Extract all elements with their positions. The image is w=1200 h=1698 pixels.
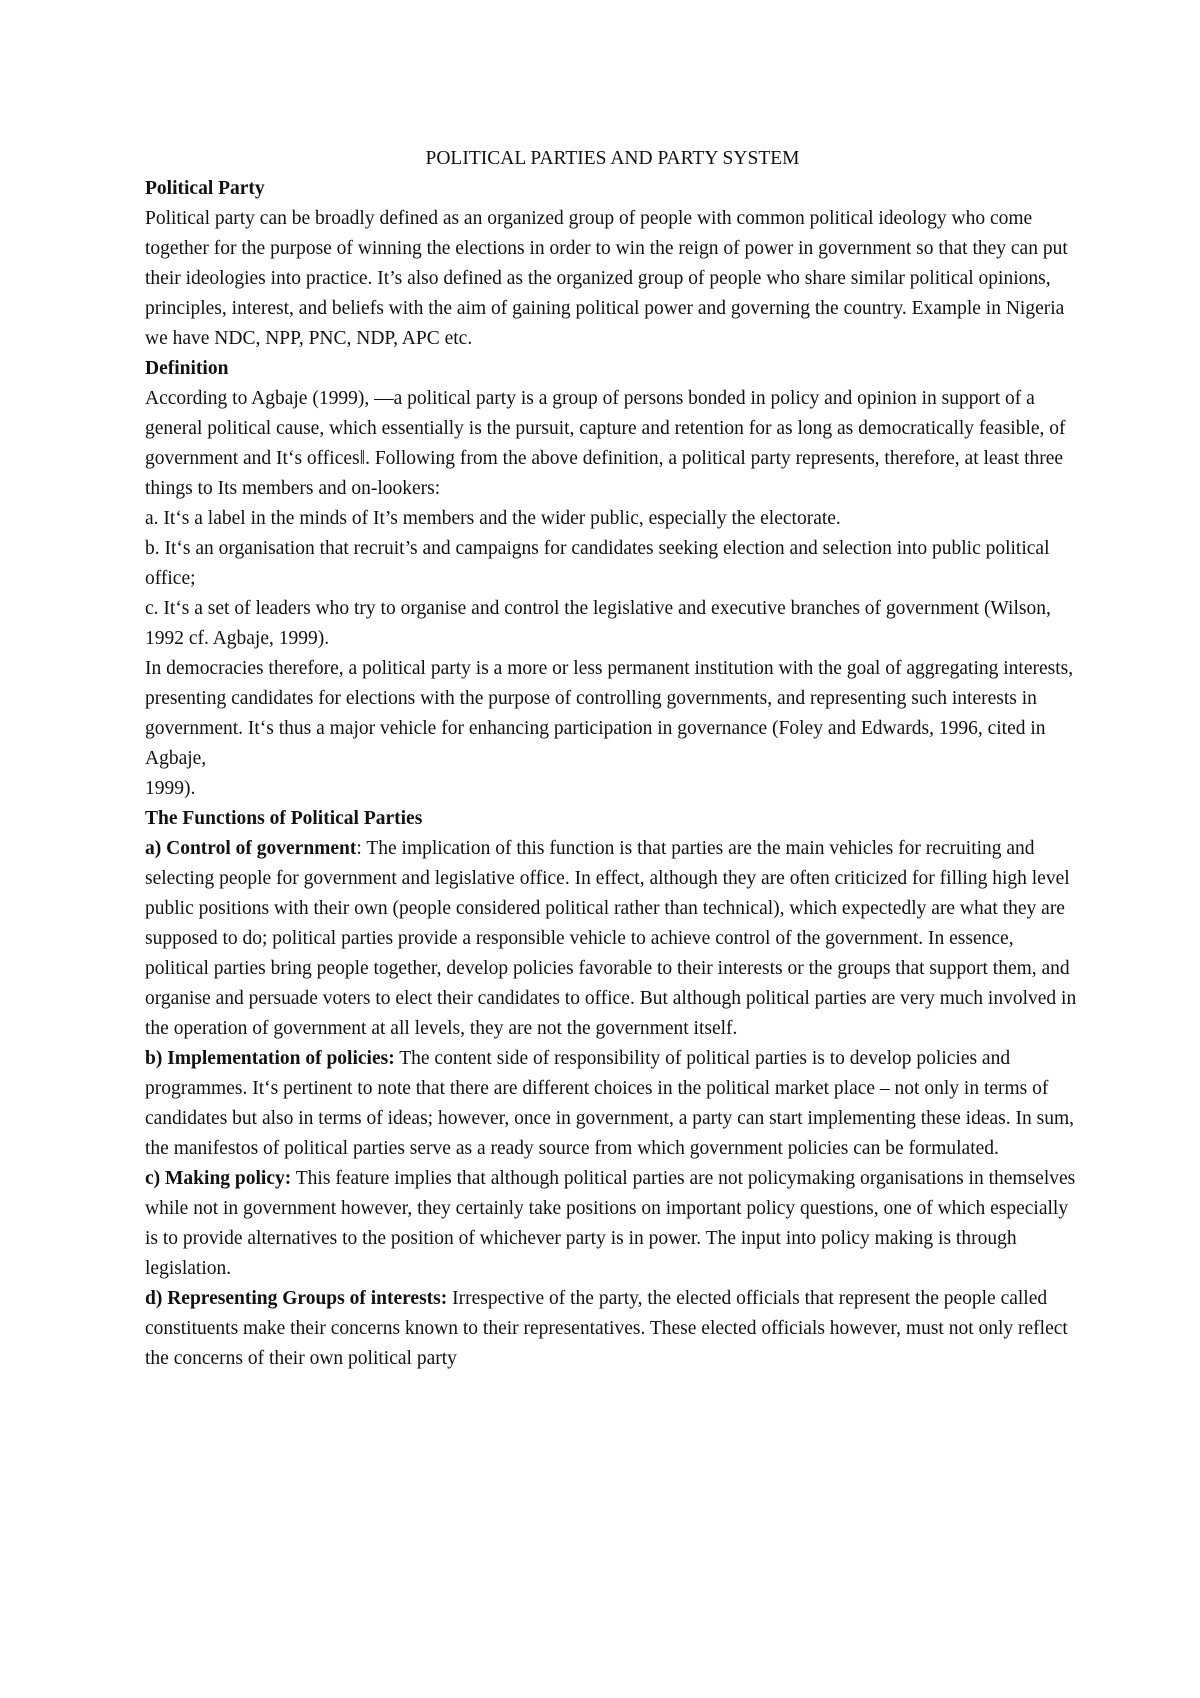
- paragraph-democracies-end: 1999).: [145, 778, 196, 799]
- list-item-c: c. It‘s a set of leaders who try to organise and control the legislative and executive branches of government (Wilson, 1992 cf. Agbaje, 1999).: [145, 598, 1051, 649]
- document-body: [145, 144, 1080, 1374]
- function-control-of-government: [145, 834, 1080, 1044]
- function-implementation-of-policies: [145, 1044, 1080, 1164]
- function-a-body: : The implication of this function is that parties are the main vehicles for recruiting and selecting people for government and legislative office. In effect, although they are often criticized for filling high level public positions with their own (people considered political rather than technical), which expectedly are what they are supposed to do; political parties provide a responsible vehicle to achieve control of the government. In essence, political parties bring people together, develop policies favorable to their interests or the groups that support them, and organise and persuade voters to elect their candidates to office. But although political parties are very much involved in the operation of government at all levels, they are not the government itself.: [145, 838, 1077, 1039]
- function-b-body: The content side of responsibility of political parties is to develop policies and programmes. It‘s pertinent to note that there are different choices in the political market place – not only in terms of candidates but also in terms of ideas; however, once in government, a party can start implementing these ideas. In sum, the manifestos of political parties serve as a ready source from which government policies can be formulated.: [145, 1048, 1074, 1159]
- section-heading-definition: Definition: [145, 358, 229, 379]
- function-c-lead: c) Making policy:: [145, 1168, 292, 1189]
- function-a-lead: a) Control of government: [145, 838, 357, 859]
- function-making-policy: [145, 1164, 1080, 1284]
- paragraph-democracies: In democracies therefore, a political party is a more or less permanent institution with the goal of aggregating interests, presenting candidates for elections with the purpose of controlling governments, and representing such interests in government. It‘s thus a major vehicle for enhancing participation in governance (Foley and Edwards, 1996, cited in Agbaje,: [145, 658, 1074, 769]
- section-heading-political-party: Political Party: [145, 178, 265, 199]
- function-c-body: This feature implies that although political parties are not policymaking organisations in themselves while not in government however, they certainly take positions on important policy questions, one of which especially is to provide alternatives to the position of whichever party is in power. The input into policy making is through legislation.: [145, 1168, 1076, 1279]
- list-item-b: b. It‘s an organisation that recruit’s and campaigns for candidates seeking election and selection into public political office;: [145, 538, 1050, 589]
- function-representing-groups: [145, 1284, 1080, 1374]
- section-heading-functions: The Functions of Political Parties: [145, 808, 423, 829]
- paragraph-political-party: Political party can be broadly defined as an organized group of people with common political ideology who come together for the purpose of winning the elections in order to win the reign of power in government so that they can put their ideologies into practice. It’s also defined as the organized group of people who share similar political opinions, principles, interest, and beliefs with the aim of gaining political power and governing the country. Example in Nigeria we have NDC, NPP, PNC, NDP, APC etc.: [145, 208, 1068, 349]
- paragraph-definition: According to Agbaje (1999), ―a political party is a group of persons bonded in policy and opinion in support of a general political cause, which essentially is the pursuit, capture and retention for as long as democratically feasible, of government and It‘s offices‖. Following from the above definition, a political party represents, therefore, at least three things to Its members and on-lookers:: [145, 388, 1066, 499]
- page-title: POLITICAL PARTIES AND PARTY SYSTEM: [425, 148, 800, 169]
- list-item-a: a. It‘s a label in the minds of It’s members and the wider public, especially the electorate.: [145, 508, 841, 529]
- function-d-lead: d) Representing Groups of interests:: [145, 1288, 448, 1309]
- function-d-body: Irrespective of the party, the elected officials that represent the people called constituents make their concerns known to their representatives. These elected officials however, must not only reflect the concerns of their own political party: [145, 1288, 1068, 1369]
- function-b-lead: b) Implementation of policies:: [145, 1048, 395, 1069]
